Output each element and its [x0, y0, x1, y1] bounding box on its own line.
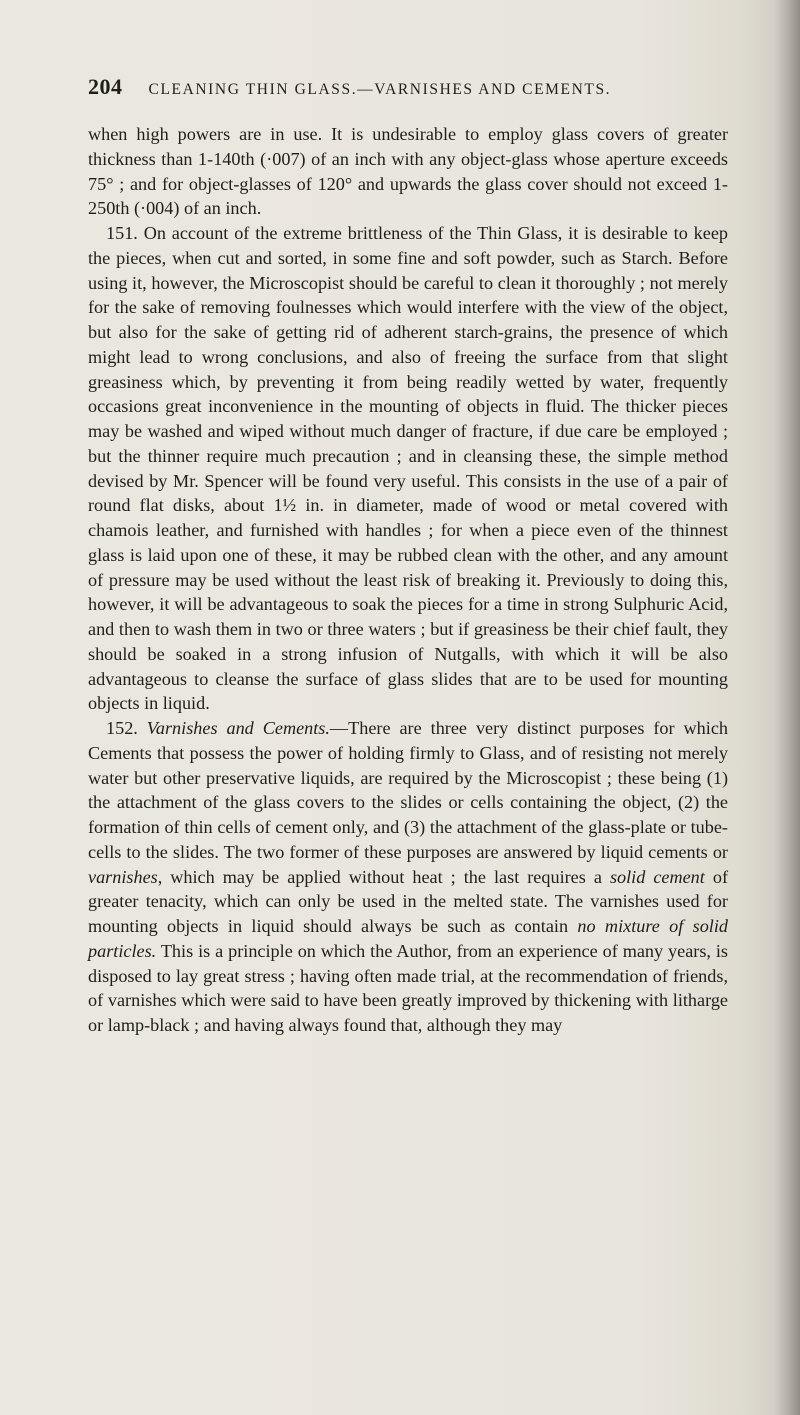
section-number: 152.: [106, 718, 138, 738]
paragraph-152: [88, 716, 728, 1038]
paragraph-151: 151. On account of the extreme brittleness of the Thin Glass, it is desirable to keep the pieces, when cut and sorted, in some fine and soft powder, such as Starch. Before using it, however, the Microscopist should be careful to clean it thoroughly ; not merely for the sake of removing foulnesses which would interfere with the view of the object, but also for the sake of getting rid of adherent starch-grains, the presence of which might lead to wrong conclusions, and also of freeing the surface from that slight greasiness which, by preventing it from being readily wetted by water, frequently occasions great inconvenience in the mounting of objects in fluid. The thicker pieces may be washed and wiped without much danger of fracture, if due care be employed ; but the thinner require much precaution ; and in cleansing these, the simple method devised by Mr. Spencer will be found very useful. This consists in the use of a pair of round flat disks, about 1½ in. in diameter, made of wood or metal covered with chamois leather, and furnished with handles ; for when a piece even of the thinnest glass is laid upon one of these, it may be rubbed clean with the other, and any amount of pressure may be used without the least risk of breaking it. Previously to doing this, however, it will be advantageous to soak the pieces for a time in strong Sulphuric Acid, and then to wash them in two or three waters ; but if greasiness be their chief fault, they should be soaked in a strong infusion of Nutgalls, with which it will be also advantageous to cleanse the surface of glass slides that are to be used for mounting objects in liquid.: [88, 223, 728, 714]
paragraph-text: , which may be applied without heat ; the last requires a: [157, 866, 602, 887]
section-heading: Varnishes and Cements.: [146, 718, 330, 738]
paragraph-text: —There are three very distinct purposes for which Cements that possess the power of holding firmly to Glass, and of resisting not merely water but other preservative liquids, are required by the Microscopist ; these being (1) the attachment of the glass covers to the slides or cells containing the object, (2) the formation of thin cells of cement only, and (3) the attachment of the glass-plate or tube-cells to the slides. The two former of these purposes are answered by liquid cements or: [88, 718, 728, 862]
emphasis-no-mixture: no mixture of solid particles.: [88, 916, 729, 961]
page-header: [88, 74, 728, 100]
page-edge-shadow: [774, 0, 800, 1415]
paragraph-continuation: when high powers are in use. It is undesirable to employ glass covers of greater thickness than 1-140th (·007) of an inch with any object-glass whose aperture exceeds 75° ; and for object-glasses of 120° and upwards the glass cover should not exceed 1-250th (·004) of an inch.: [88, 124, 728, 219]
paragraph-text: of greater tenacity, which can only be used in the melted state. The varnishes used for mounting objects in liquid should always be such as contain: [88, 866, 728, 936]
page-number: 204: [88, 74, 123, 99]
emphasis-varnishes: varnishes: [88, 866, 158, 887]
body-text: [88, 122, 728, 1038]
running-head: CLEANING THIN GLASS.—VARNISHES AND CEMENTS.: [148, 81, 612, 98]
paragraph-text: This is a principle on which the Author, from an experience of many years, is disposed to lay great stress ; having often made trial, at the recommendation of friends, of varnishes which were said to have been greatly improved by thickening with litharge or lamp-black ; and having always found that, although they may: [88, 940, 729, 1035]
emphasis-solid-cement: solid cement: [609, 866, 705, 887]
